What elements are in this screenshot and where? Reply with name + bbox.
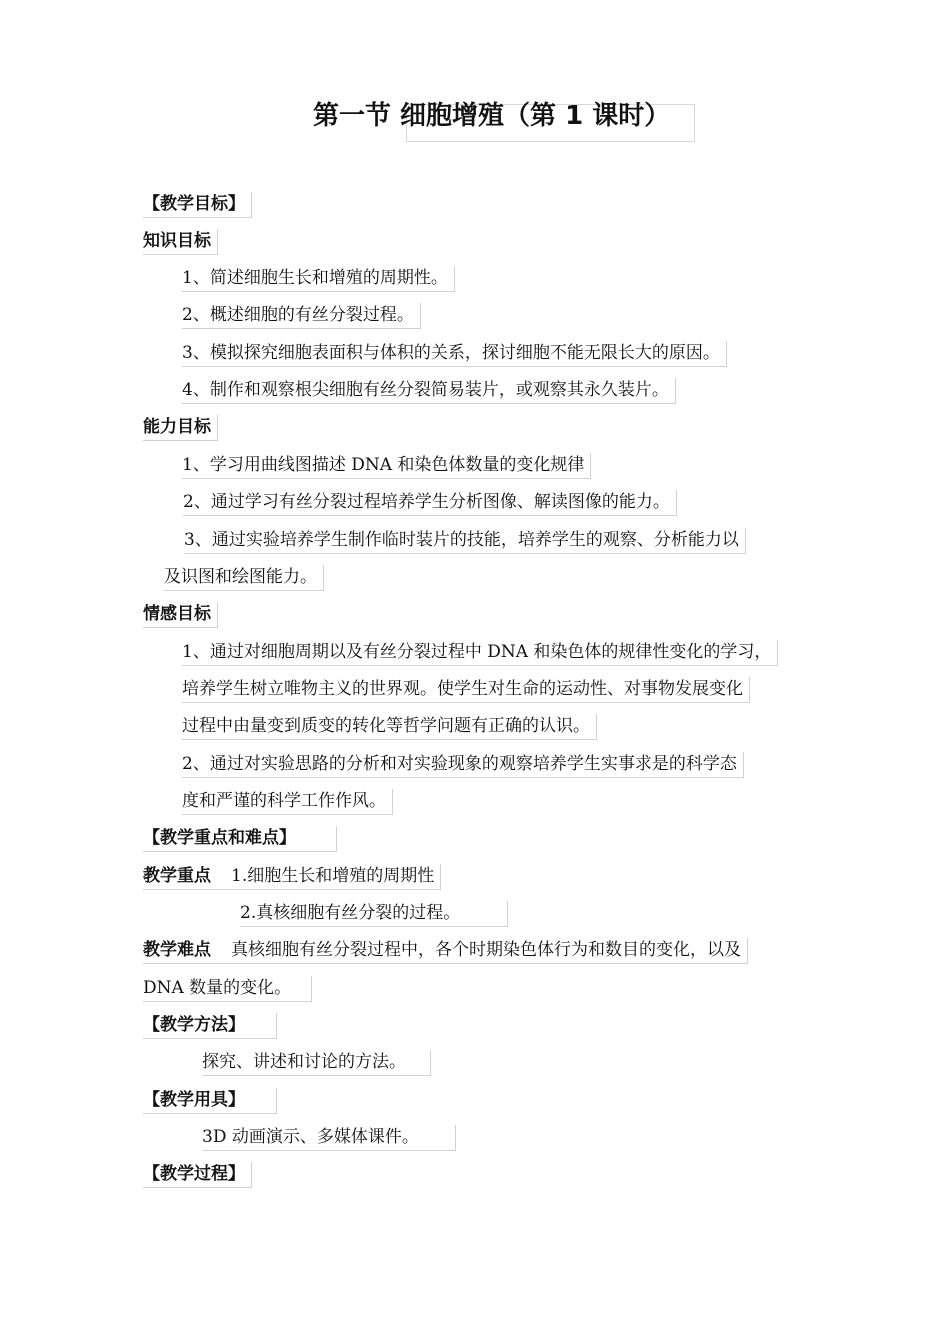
ability-item-3: 3、通过实验培养学生制作临时装片的技能，培养学生的观察、分析能力以 [184, 528, 746, 554]
emotion-item-1: 1、通过对细胞周期以及有丝分裂过程中 DNA 和染色体的规律性变化的学习， [182, 640, 778, 666]
ability-item-1: 1、学习用曲线图描述 DNA 和染色体数量的变化规律 [182, 453, 591, 479]
knowledge-item-4: 4、制作和观察根尖细胞有丝分裂简易装片，或观察其永久装片。 [182, 378, 676, 404]
emotion-item-1-cont-a: 培养学生树立唯物主义的世界观。使学生对生命的运动性、对事物发展变化 [182, 677, 750, 703]
focus-item-2: 2.真核细胞有丝分裂的过程。 [240, 901, 508, 927]
knowledge-item-1: 1、简述细胞生长和增殖的周期性。 [182, 266, 455, 292]
tools-heading: 【教学用具】 [143, 1088, 277, 1114]
knowledge-item-3: 3、模拟探究细胞表面积与体积的关系，探讨细胞不能无限长大的原因。 [182, 341, 727, 367]
key-points-heading: 【教学重点和难点】 [143, 826, 337, 852]
focus-label: 教学重点 [143, 866, 211, 886]
emotion-item-2: 2、通过对实验思路的分析和对实验现象的观察培养学生实事求是的科学态 [182, 752, 744, 778]
ability-item-3-cont: 及识图和绘图能力。 [164, 565, 324, 591]
method-heading: 【教学方法】 [143, 1013, 277, 1039]
document-title: 第一节 细胞增殖（第 1 课时） [313, 101, 671, 131]
knowledge-heading: 知识目标 [143, 229, 218, 255]
difficulty-item-cont: DNA 数量的变化。 [143, 976, 312, 1002]
focus-item-1: 1.细胞生长和增殖的周期性 [231, 866, 435, 886]
focus-row [143, 864, 441, 890]
objectives-heading: 【教学目标】 [143, 192, 252, 218]
process-heading: 【教学过程】 [143, 1162, 252, 1188]
difficulty-label: 教学难点 [143, 940, 211, 960]
knowledge-item-2: 2、概述细胞的有丝分裂过程。 [182, 303, 421, 329]
emotion-heading: 情感目标 [143, 602, 218, 628]
difficulty-row [143, 938, 748, 964]
ability-item-2: 2、通过学习有丝分裂过程培养学生分析图像、解读图像的能力。 [183, 490, 677, 516]
ability-heading: 能力目标 [143, 415, 218, 441]
tools-text: 3D 动画演示、多媒体课件。 [202, 1125, 456, 1151]
method-text: 探究、讲述和讨论的方法。 [202, 1050, 431, 1076]
difficulty-item-1: 真核细胞有丝分裂过程中，各个时期染色体行为和数目的变化，以及 [231, 940, 741, 960]
emotion-item-1-cont-b: 过程中由量变到质变的转化等哲学问题有正确的认识。 [182, 714, 597, 740]
emotion-item-2-cont: 度和严谨的科学工作作风。 [182, 789, 393, 815]
